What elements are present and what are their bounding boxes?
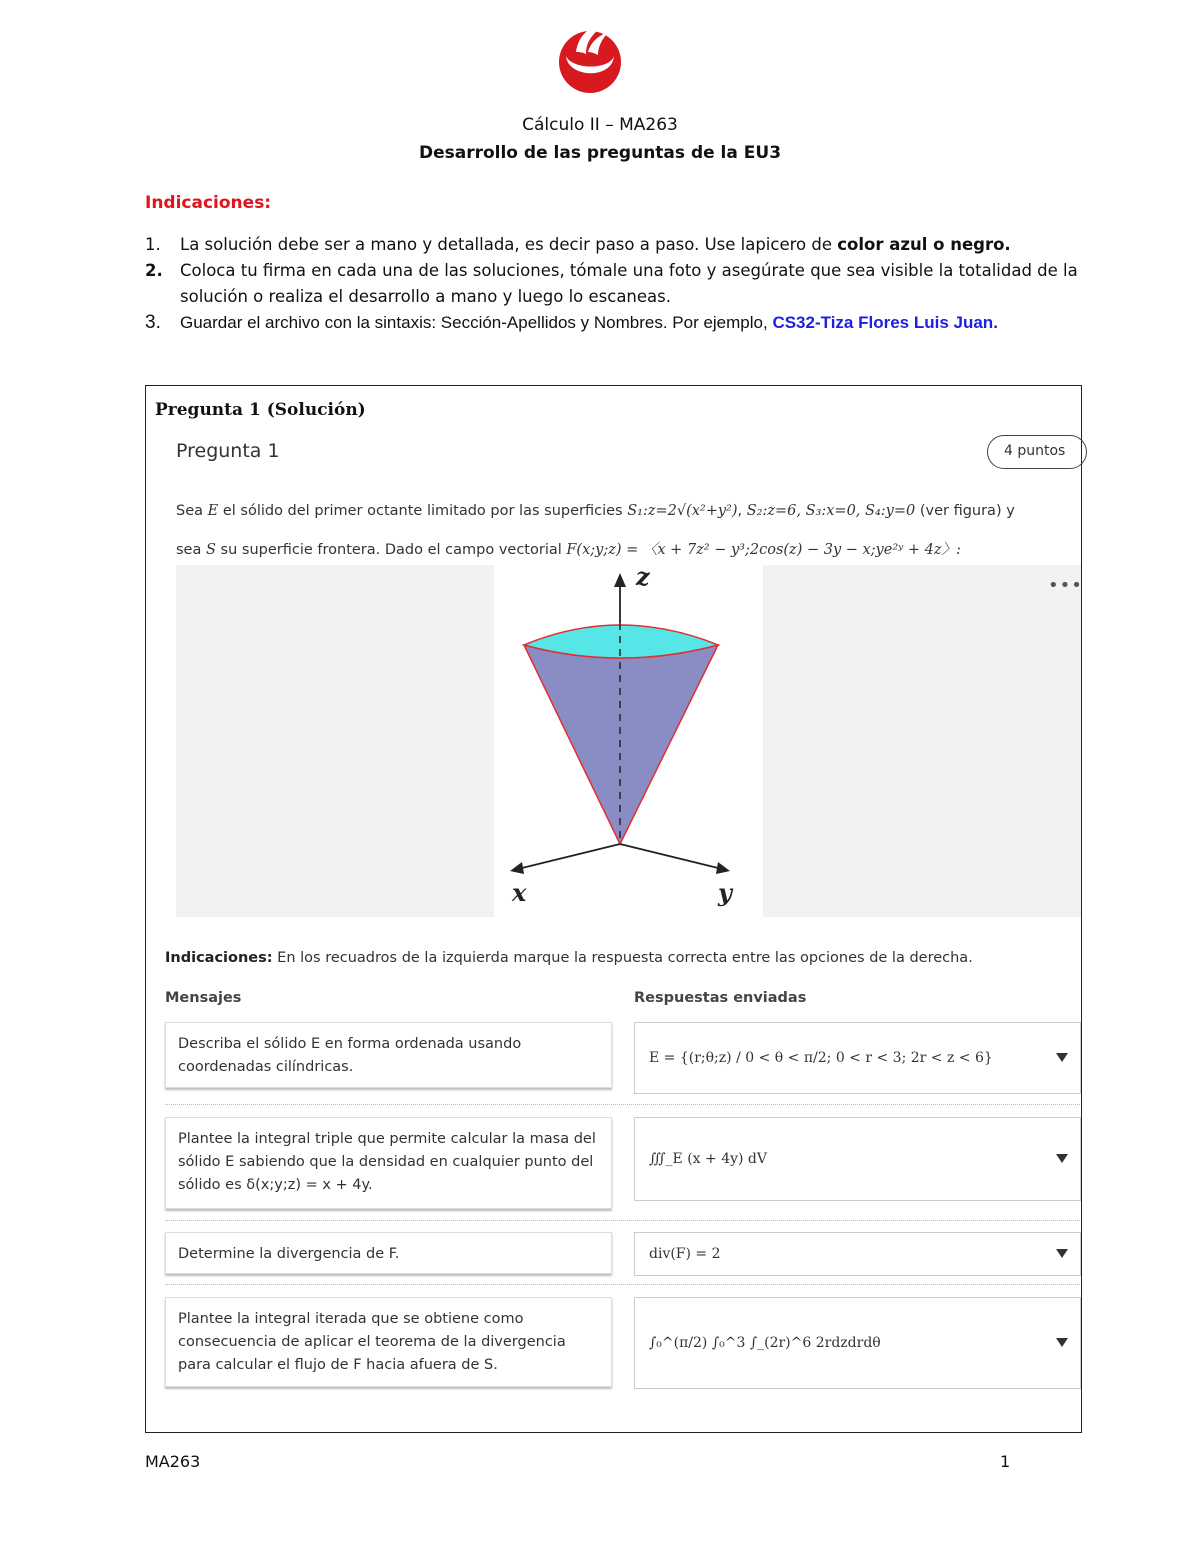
- university-logo: [552, 22, 628, 94]
- footer-course-code: MA263: [145, 1452, 201, 1471]
- instructions-list: [145, 232, 1085, 336]
- row-divider: [165, 1104, 1080, 1105]
- answer-value: ∭_E (x + 4y) dV: [649, 1151, 768, 1167]
- question-title: Pregunta 1: [176, 440, 280, 462]
- axis-x-label: x: [512, 878, 527, 907]
- chevron-down-icon[interactable]: [1056, 1053, 1068, 1062]
- item-number: 2.: [145, 261, 163, 280]
- instruction-item: [145, 310, 1085, 336]
- answer-indications: Indicaciones: En los recuadros de la izquierda marque la respuesta correcta entre las opciones de la derecha.: [165, 950, 973, 966]
- item-text: Coloca tu firma en cada una de las soluciones, tómale una foto y asegúrate que sea visible la totalidad de la solución o realiza el desarrollo a mano y luego lo escaneas.: [180, 261, 1078, 306]
- chevron-down-icon[interactable]: [1056, 1249, 1068, 1258]
- instructions-heading: Indicaciones:: [145, 193, 272, 213]
- item-emphasis: color azul o negro.: [837, 235, 1011, 254]
- axis-y-label: y: [718, 878, 732, 907]
- figure-panel-left: [176, 565, 494, 917]
- cone-figure: [494, 565, 763, 917]
- answer-select[interactable]: [634, 1022, 1081, 1094]
- axis-z-label: z: [636, 565, 650, 591]
- surface-s3: S₃:x=0,: [805, 503, 861, 519]
- item-number: 1.: [145, 235, 161, 254]
- example-filename: CS32-Tiza Flores Luis Juan.: [772, 313, 998, 332]
- instruction-item: [145, 258, 1085, 310]
- more-options-icon[interactable]: •••: [1048, 575, 1083, 596]
- answer-value: ∫₀^(π/2) ∫₀^3 ∫_(2r)^6 2rdzdrdθ: [649, 1335, 881, 1351]
- answer-select[interactable]: [634, 1297, 1081, 1389]
- message-box: Plantee la integral triple que permite calcular la masa del sólido E sabiendo que la densidad en cualquier punto del sólido es δ(x;y;z) = x + 4y.: [165, 1117, 612, 1209]
- item-number: 3.: [145, 312, 161, 333]
- page-number: 1: [1000, 1452, 1011, 1471]
- chevron-down-icon[interactable]: [1056, 1154, 1068, 1163]
- question-statement-line2: sea S su superficie frontera. Dado el campo vectorial F(x;y;z) = 〈x + 7z² − y³;2cos(z) − 3y − x;ye²ʸ + 4z〉:: [176, 542, 961, 558]
- vector-field: F(x;y;z) = 〈x + 7z² − y³;2cos(z) − 3y − x;ye²ʸ + 4z〉:: [566, 542, 961, 558]
- row-divider: [165, 1220, 1080, 1221]
- answers-column-header: Respuestas enviadas: [634, 990, 807, 1006]
- answer-value: E = {(r;θ;z) / 0 < θ < π/2; 0 < r < 3; 2r < z < 6}: [649, 1050, 993, 1066]
- chevron-down-icon[interactable]: [1056, 1338, 1068, 1347]
- question-statement-line1: Sea E el sólido del primer octante limitado por las superficies S₁:z=2√(x²+y²), S₂:z=6, S₃:x=0, S₄:y=0 (ver figura) y: [176, 503, 1015, 519]
- document-subtitle: Desarrollo de las preguntas de la EU3: [418, 143, 782, 163]
- answer-value: div(F) = 2: [649, 1246, 721, 1262]
- item-text: Guardar el archivo con la sintaxis: Sección-Apellidos y Nombres. Por ejemplo,: [180, 313, 773, 332]
- points-badge: 4 puntos: [987, 435, 1087, 469]
- surface-s2: S₂:z=6,: [746, 503, 802, 519]
- solution-box-title: Pregunta 1 (Solución): [155, 400, 366, 420]
- row-divider: [165, 1284, 1080, 1285]
- message-box: Determine la divergencia de F.: [165, 1232, 612, 1274]
- instruction-item: [145, 232, 1085, 258]
- item-text: La solución debe ser a mano y detallada, es decir paso a paso. Use lapicero de: [180, 235, 838, 254]
- surface-s1: S₁:z=2√(x²+y²): [627, 503, 738, 519]
- course-title: Cálculo II – MA263: [522, 115, 678, 135]
- message-box: Plantee la integral iterada que se obtiene como consecuencia de aplicar el teorema de la divergencia para calcular el flujo de F hacia afuera de S.: [165, 1297, 612, 1387]
- answer-select[interactable]: [634, 1117, 1081, 1201]
- figure-panel-right: [763, 565, 1081, 917]
- message-box: Describa el sólido E en forma ordenada usando coordenadas cilíndricas.: [165, 1022, 612, 1088]
- answer-select[interactable]: [634, 1232, 1081, 1276]
- surface-s4: S₄:y=0: [865, 503, 916, 519]
- messages-column-header: Mensajes: [165, 990, 242, 1006]
